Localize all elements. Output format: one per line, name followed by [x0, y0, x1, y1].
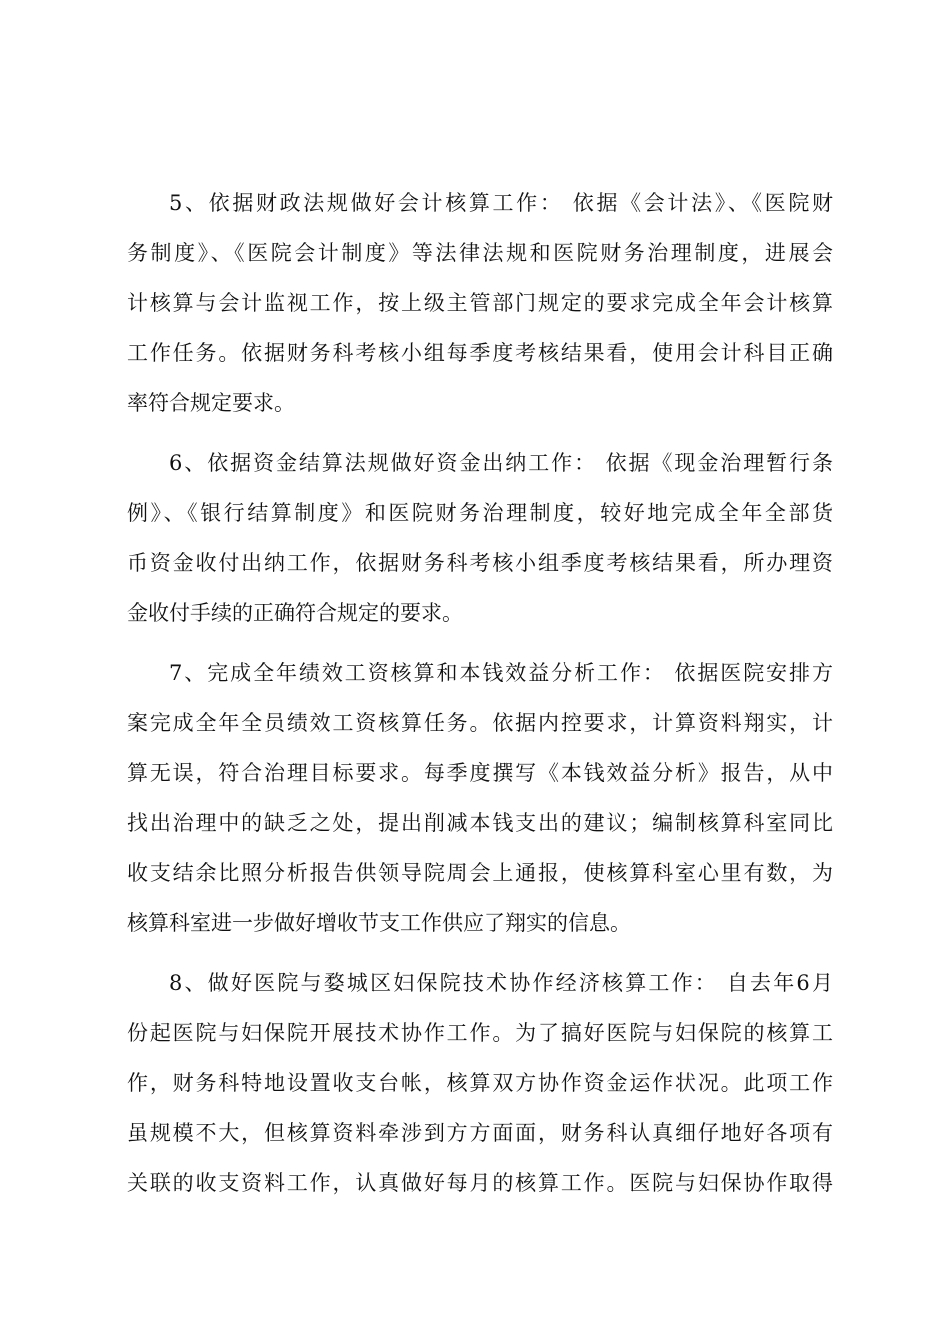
paragraph-line: 工作任务。依据财务科考核小组每季度考核结果看，使用会计科目正确	[127, 341, 833, 365]
paragraph-5	[127, 178, 833, 428]
paragraph-line: 虽规模不大，但核算资料牵涉到方方面面，财务科认真细仔地好各项有	[127, 1121, 833, 1145]
paragraph-line: 8、做好医院与婺城区妇保院技术协作经济核算工作： 自去年6月	[169, 971, 833, 995]
paragraph-line: 算无误，符合治理目标要求。每季度撰写《本钱效益分析》报告，从中	[127, 761, 833, 785]
document-body	[127, 178, 833, 1218]
paragraph-line: 核算科室进一步做好增收节支工作供应了翔实的信息。	[127, 911, 631, 935]
paragraph-line: 币资金收付出纳工作，依据财务科考核小组季度考核结果看，所办理资	[127, 551, 833, 575]
paragraph-line: 率符合规定要求。	[127, 391, 295, 415]
paragraph-line: 份起医院与妇保院开展技术协作工作。为了搞好医院与妇保院的核算工	[127, 1021, 833, 1045]
paragraph-line: 收支结余比照分析报告供领导院周会上通报，使核算科室心里有数，为	[127, 861, 833, 885]
paragraph-line: 案完成全年全员绩效工资核算任务。依据内控要求，计算资料翔实，计	[127, 711, 833, 735]
paragraph-line: 5、依据财政法规做好会计核算工作： 依据《会计法》、《医院财	[169, 191, 833, 215]
paragraph-line: 6、依据资金结算法规做好资金出纳工作： 依据《现金治理暂行条	[169, 451, 833, 475]
paragraph-8	[127, 958, 833, 1208]
paragraph-line: 金收付手续的正确符合规定的要求。	[127, 601, 463, 625]
paragraph-line: 计核算与会计监视工作，按上级主管部门规定的要求完成全年会计核算	[127, 291, 833, 315]
paragraph-line: 例》、《银行结算制度》和医院财务治理制度，较好地完成全年全部货	[127, 501, 833, 525]
paragraph-6	[127, 438, 833, 638]
paragraph-line: 务制度》、《医院会计制度》等法律法规和医院财务治理制度，进展会	[127, 241, 833, 265]
paragraph-7	[127, 648, 833, 948]
paragraph-line: 找出治理中的缺乏之处，提出削减本钱支出的建议；编制核算科室同比	[127, 811, 833, 835]
paragraph-line: 7、完成全年绩效工资核算和本钱效益分析工作： 依据医院安排方	[169, 661, 833, 685]
paragraph-line: 作，财务科特地设置收支台帐，核算双方协作资金运作状况。此项工作	[127, 1071, 833, 1095]
paragraph-line: 关联的收支资料工作，认真做好每月的核算工作。医院与妇保协作取得	[127, 1171, 833, 1195]
